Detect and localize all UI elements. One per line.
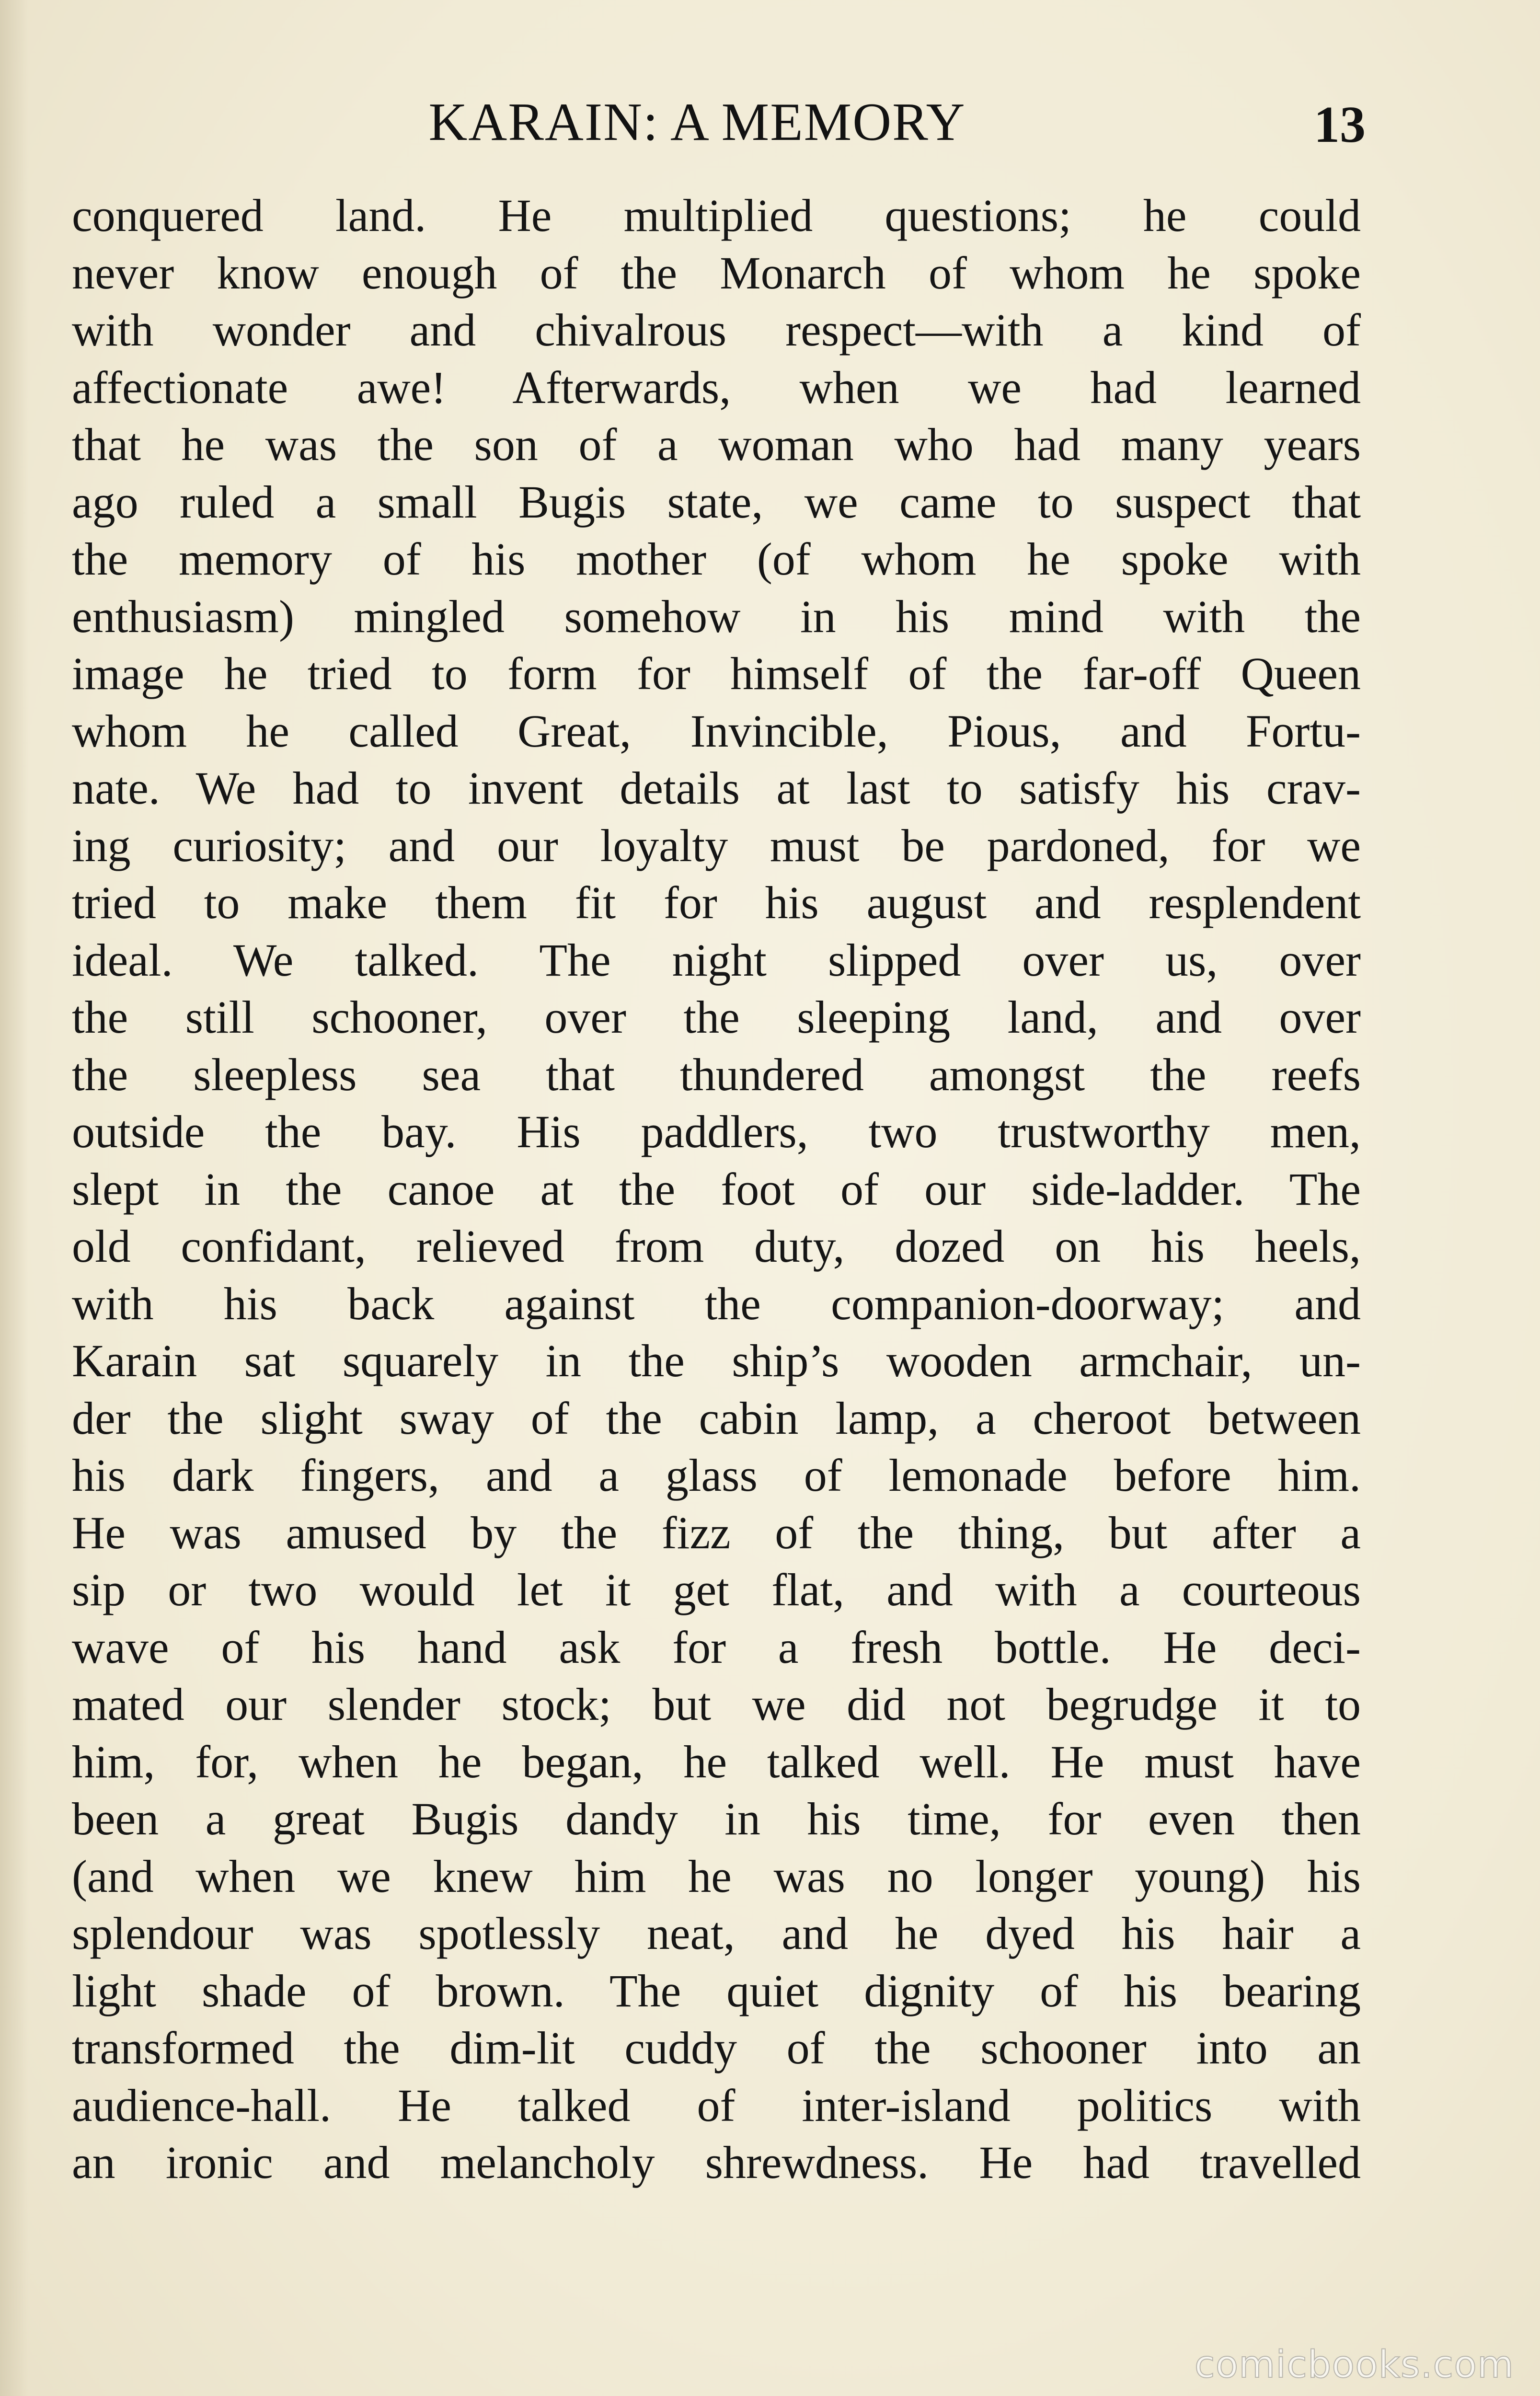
text-line: der the slight sway of the cabin lamp, a cheroot between	[72, 1392, 1361, 1444]
text-line: audience-hall. He talked of inter-island politics with	[72, 2079, 1361, 2131]
text-line: never know enough of the Monarch of whom he spoke	[72, 247, 1361, 299]
text-line: nate. We had to invent details at last to satisfy his crav-	[72, 762, 1361, 814]
text-line: splendour was spotlessly neat, and he dyed his hair a	[72, 1908, 1361, 1959]
text-line: the memory of his mother (of whom he spoke with	[72, 533, 1361, 585]
text-line: tried to make them fit for his august and resplendent	[72, 877, 1361, 928]
text-line: He was amused by the fizz of the thing, but after a	[72, 1507, 1361, 1558]
text-line: (and when we knew him he was no longer young) his	[72, 1850, 1361, 1902]
text-line: ideal. We talked. The night slipped over us, over	[72, 934, 1361, 986]
text-line: transformed the dim-lit cuddy of the schooner into an	[72, 2022, 1361, 2073]
body-text	[72, 187, 1361, 2191]
text-line: with his back against the companion-doorway; and	[72, 1278, 1361, 1329]
text-line: outside the bay. His paddlers, two trustworthy men,	[72, 1106, 1361, 1157]
text-line: him, for, when he began, he talked well. He must have	[72, 1736, 1361, 1787]
text-line: ing curiosity; and our loyalty must be pardoned, for we	[72, 819, 1361, 871]
text-line: ago ruled a small Bugis state, we came to suspect that	[72, 476, 1361, 528]
page-gutter-shadow	[0, 0, 29, 2396]
running-title: KARAIN: A MEMORY	[428, 92, 966, 152]
watermark-logo: comicbooks.com	[1194, 2343, 1514, 2386]
text-line: whom he called Great, Invincible, Pious, and Fortu-	[72, 705, 1361, 757]
running-header	[0, 89, 1540, 165]
text-line: affectionate awe! Afterwards, when we had learned	[72, 361, 1361, 413]
text-line: the still schooner, over the sleeping land, and over	[72, 991, 1361, 1043]
text-line: been a great Bugis dandy in his time, for even then	[72, 1793, 1361, 1844]
text-line: enthusiasm) mingled somehow in his mind with the	[72, 590, 1361, 642]
text-line: image he tried to form for himself of the far-off Queen	[72, 648, 1361, 699]
text-line: that he was the son of a woman who had many years	[72, 419, 1361, 470]
text-line: conquered land. He multiplied questions; he could	[72, 190, 1361, 241]
text-line: old confidant, relieved from duty, dozed on his heels,	[72, 1221, 1361, 1272]
page-number: 13	[1314, 96, 1366, 153]
text-line: light shade of brown. The quiet dignity of his bearing	[72, 1965, 1361, 2016]
text-line: an ironic and melancholy shrewdness. He had travelled	[72, 2137, 1361, 2188]
text-line: the sleepless sea that thundered amongst the reefs	[72, 1048, 1361, 1100]
text-line: sip or two would let it get flat, and with a courteous	[72, 1564, 1361, 1615]
text-line: mated our slender stock; but we did not begrudge it to	[72, 1679, 1361, 1730]
text-line: with wonder and chivalrous respect—with a kind of	[72, 304, 1361, 356]
text-line: slept in the canoe at the foot of our side-ladder. The	[72, 1163, 1361, 1215]
text-line: his dark fingers, and a glass of lemonade before him.	[72, 1450, 1361, 1501]
text-line: Karain sat squarely in the ship’s wooden armchair, un-	[72, 1335, 1361, 1386]
text-line: wave of his hand ask for a fresh bottle. He deci-	[72, 1621, 1361, 1673]
